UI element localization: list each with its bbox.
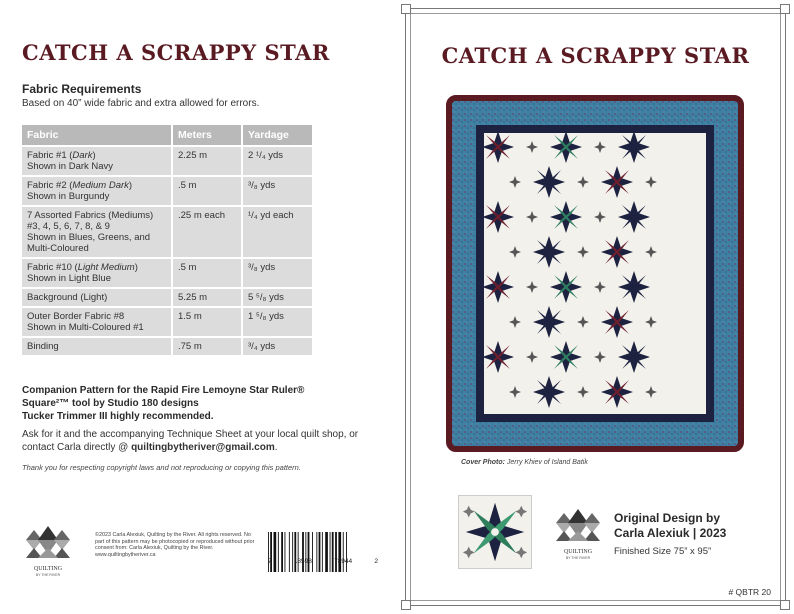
barcode-bar	[285, 532, 286, 572]
corner-ornament	[780, 4, 790, 14]
fabric-table	[22, 125, 312, 357]
meters-cell: 5.25 m	[172, 288, 242, 307]
original-design-credit: Original Design by Carla Alexiuk | 2023	[614, 511, 727, 540]
barcode-bar	[322, 532, 323, 572]
barcode-bar	[338, 532, 341, 572]
barcode-bar	[281, 532, 283, 572]
lemoyne-star-block	[482, 271, 514, 303]
fabric-requirements-note: Based on 40” wide fabric and extra allowed for errors.	[22, 98, 260, 109]
barcode-bar	[268, 532, 269, 572]
lemoyne-star-block	[550, 131, 582, 163]
lemoyne-star-block	[482, 201, 514, 233]
yardage-cell: ³/₈ yds	[242, 176, 312, 206]
copyright-notice: ©2023 Carla Alexiuk, Quilting by the River. All rights reserved. No part of this pattern may be photocopied or reproduced without prior consent from: Carla Alexiuk, Quilting by the River. www.quiltingbytheriver.ca	[95, 532, 255, 558]
barcode-bar	[343, 532, 344, 572]
column-header-yardage: Yardage	[242, 125, 312, 146]
cover-title: CATCH A SCRAPPY STAR	[441, 43, 750, 68]
contact-note: Ask for it and the accompanying Technique Sheet at your local quilt shop, or contact Carla directly @ quiltingbytheriver@gmail.com.	[22, 429, 359, 453]
corner-ornament	[780, 600, 790, 610]
barcode	[268, 532, 373, 572]
star-block-thumbnail	[458, 495, 532, 569]
companion-pattern-note: Companion Pattern for the Rapid Fire Lemoyne Star Ruler® Square²™ tool by Studio 180 designs Tucker Trimmer III highly recommended.	[22, 385, 305, 422]
contact-email[interactable]: quiltingbytheriver@gmail.com	[131, 442, 275, 453]
lemoyne-star-block	[601, 236, 633, 268]
barcode-bar	[330, 532, 331, 572]
lemoyne-star-block	[533, 236, 565, 268]
lemoyne-star-block	[533, 166, 565, 198]
barcode-bar	[308, 532, 310, 572]
lemoyne-star-block	[550, 201, 582, 233]
table-header-row	[22, 125, 312, 146]
cover-photo-quilt	[446, 95, 744, 452]
meters-cell: 2.25 m	[172, 146, 242, 176]
barcode-bar	[302, 532, 304, 572]
table-row	[22, 288, 312, 307]
table-row	[22, 337, 312, 356]
fabric-cell: Fabric #1 (Dark) Shown in Dark Navy	[22, 146, 172, 176]
barcode-bar	[305, 532, 306, 572]
yardage-cell: ³/₄ yds	[242, 337, 312, 356]
barcode-bar	[332, 532, 334, 572]
lemoyne-star-block	[618, 131, 650, 163]
yardage-cell: ¹/₄ yd each	[242, 206, 312, 258]
barcode-bar	[294, 532, 296, 572]
pattern-code: # QBTR 20	[728, 587, 771, 597]
lemoyne-star-block	[601, 376, 633, 408]
barcode-bar	[346, 532, 347, 572]
copyright-thanks: Thank you for respecting copyright laws and not reproducing or copying this pattern.	[22, 463, 301, 472]
barcode-bar	[319, 532, 321, 572]
quilting-by-the-river-logo	[552, 501, 604, 563]
lemoyne-star-block	[601, 306, 633, 338]
barcode-bar	[289, 532, 290, 572]
barcode-bar	[298, 532, 299, 572]
meters-cell: .5 m	[172, 176, 242, 206]
lemoyne-star-block	[618, 341, 650, 373]
barcode-bar	[278, 532, 279, 572]
lemoyne-star-block	[533, 376, 565, 408]
fabric-cell: Background (Light)	[22, 288, 172, 307]
fabric-cell: Fabric #2 (Medium Dark) Shown in Burgundy	[22, 176, 172, 206]
barcode-bar	[270, 532, 272, 572]
table-row	[22, 258, 312, 288]
lemoyne-star-block	[550, 271, 582, 303]
svg-text:BY THE RIVER: BY THE RIVER	[565, 556, 591, 560]
svg-text:QUILTING: QUILTING	[33, 566, 63, 572]
lemoyne-star-block	[601, 166, 633, 198]
finished-size: Finished Size 75” x 95”	[614, 546, 712, 557]
table-row	[22, 307, 312, 337]
fabric-cell: 7 Assorted Fabrics (Mediums) #3, 4, 5, 6, 7, 8, & 9 Shown in Blues, Greens, and Multi-Coloured	[22, 206, 172, 258]
barcode-bar	[316, 532, 317, 572]
right-page-cover	[405, 8, 786, 606]
barcode-bar	[292, 532, 293, 572]
fabric-cell: Binding	[22, 337, 172, 356]
lemoyne-star-block	[618, 201, 650, 233]
fabric-cell: Outer Border Fabric #8 Shown in Multi-Coloured #1	[22, 307, 172, 337]
barcode-number: 7 18598 78944 2	[268, 558, 378, 565]
column-header-fabric: Fabric	[22, 125, 172, 146]
quilt-illustration	[452, 101, 738, 446]
meters-cell: .75 m	[172, 337, 242, 356]
barcode-bar	[325, 532, 328, 572]
svg-text:QUILTING: QUILTING	[563, 549, 593, 555]
lemoyne-star-block	[482, 341, 514, 373]
corner-ornament	[401, 4, 411, 14]
lemoyne-star-block	[482, 131, 514, 163]
fabric-cell: Fabric #10 (Light Medium) Shown in Light Blue	[22, 258, 172, 288]
yardage-cell: 1 ⁵/₈ yds	[242, 307, 312, 337]
cover-photo-credit: Cover Photo: Jerry Khiev of Island Batik	[461, 459, 588, 466]
table-row	[22, 146, 312, 176]
barcode-bar	[335, 532, 337, 572]
yardage-cell: ³/₈ yds	[242, 258, 312, 288]
fabric-requirements-heading: Fabric Requirements	[22, 82, 142, 96]
quilting-by-the-river-logo	[22, 518, 74, 580]
yardage-cell: 5 ⁵/₈ yds	[242, 288, 312, 307]
column-header-meters: Meters	[172, 125, 242, 146]
meters-cell: .5 m	[172, 258, 242, 288]
barcode-bar	[312, 532, 313, 572]
barcode-bar	[274, 532, 277, 572]
table-row	[22, 176, 312, 206]
table-row	[22, 206, 312, 258]
meters-cell: .25 m each	[172, 206, 242, 258]
svg-text:BY THE RIVER: BY THE RIVER	[35, 573, 61, 577]
page-title: CATCH A SCRAPPY STAR	[22, 40, 330, 65]
corner-ornament	[401, 600, 411, 610]
lemoyne-star-block	[550, 341, 582, 373]
yardage-cell: 2 ¹/₄ yds	[242, 146, 312, 176]
lemoyne-star-block	[533, 306, 565, 338]
meters-cell: 1.5 m	[172, 307, 242, 337]
lemoyne-star-block	[618, 271, 650, 303]
